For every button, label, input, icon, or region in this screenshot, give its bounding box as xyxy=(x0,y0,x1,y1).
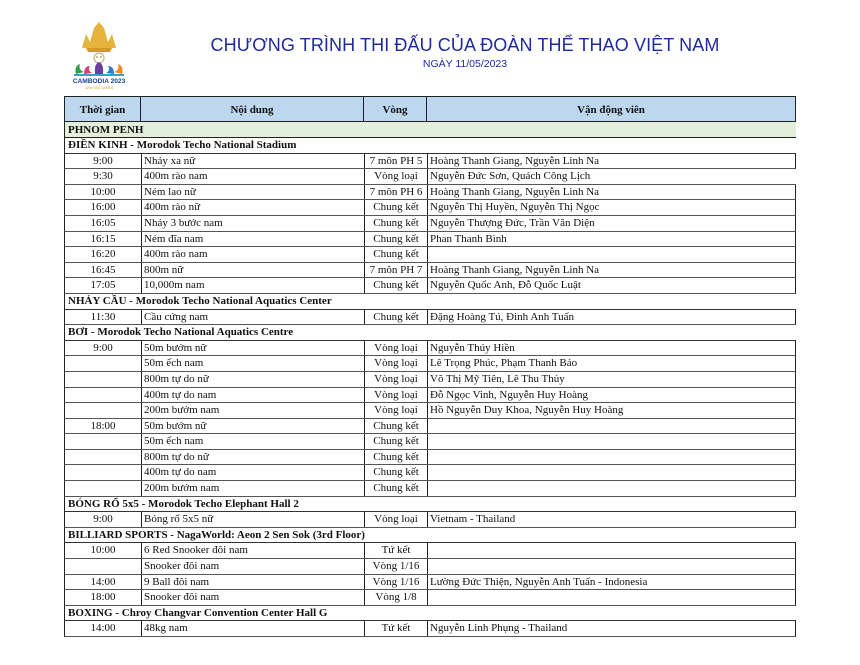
round-cell: Chung kết xyxy=(365,216,428,231)
athletes-cell xyxy=(428,434,795,449)
athletes-cell xyxy=(428,590,795,605)
athletes-cell: Lê Trọng Phúc, Phạm Thanh Bảo xyxy=(430,357,578,370)
event-cell: Snooker đôi nam xyxy=(142,559,365,574)
table-row xyxy=(64,388,796,404)
time-cell xyxy=(65,559,142,574)
time-cell xyxy=(65,388,142,403)
table-row xyxy=(64,512,796,528)
table-row xyxy=(64,185,796,201)
time-cell: 14:00 xyxy=(65,575,142,590)
athletes-cell: Hoàng Thanh Giang, Nguyễn Linh Na xyxy=(430,154,600,167)
table-row xyxy=(64,247,796,263)
time-cell xyxy=(65,450,142,465)
athletes-cell xyxy=(428,450,795,465)
event-cell: 400m rào nam xyxy=(142,169,365,184)
round-cell: Vòng 1/16 xyxy=(365,559,428,574)
section-header: ĐIỀN KINH - Morodok Techo National Stadium xyxy=(64,138,796,154)
round-cell: Chung kết xyxy=(365,310,428,325)
round-cell: Chung kết xyxy=(365,247,428,262)
time-cell: 9:00 xyxy=(65,154,142,169)
athletes-cell: Nguyễn Linh Phụng - Thailand xyxy=(430,622,568,635)
time-cell xyxy=(65,403,142,418)
table-row xyxy=(64,575,796,591)
event-cell: 50m ếch nam xyxy=(142,356,365,371)
time-cell: 10:00 xyxy=(65,185,142,200)
time-cell: 17:05 xyxy=(65,278,142,293)
time-cell: 18:00 xyxy=(65,590,142,605)
event-cell: 800m nữ xyxy=(142,263,365,278)
event-cell: 400m rào nữ xyxy=(142,200,365,215)
event-cell: Nhảy xa nữ xyxy=(142,154,365,169)
event-cell: 48kg nam xyxy=(142,621,365,636)
svg-text:CAMBODIA 2023: CAMBODIA 2023 xyxy=(72,78,126,85)
event-cell: 50m ếch nam xyxy=(142,434,365,449)
col-header-round: Vòng xyxy=(364,97,427,121)
schedule-table xyxy=(64,96,796,637)
round-cell: Vòng loại xyxy=(365,512,428,527)
event-cell: 9 Ball đôi nam xyxy=(142,575,365,590)
athletes-cell: Hoàng Thanh Giang, Nguyễn Linh Na xyxy=(430,263,600,276)
event-cell: 50m bướm nữ xyxy=(142,419,365,434)
round-cell: Vòng loại xyxy=(365,388,428,403)
round-cell: Vòng loại xyxy=(365,356,428,371)
round-cell: Chung kết xyxy=(365,200,428,215)
round-cell: Vòng loại xyxy=(365,403,428,418)
athletes-cell: Lường Đức Thiện, Nguyễn Anh Tuấn - Indonesia xyxy=(430,575,648,588)
table-row xyxy=(64,590,796,606)
event-cell: Ném đĩa nam xyxy=(142,232,365,247)
athletes-cell xyxy=(428,419,795,434)
col-header-time: Thời gian xyxy=(65,97,141,121)
table-row xyxy=(64,403,796,419)
table-row xyxy=(64,419,796,435)
section-header: BÓNG RỔ 5x5 - Morodok Techo Elephant Hall 2 xyxy=(64,497,796,513)
round-cell: Chung kết xyxy=(365,434,428,449)
round-cell: Vòng 1/16 xyxy=(365,575,428,590)
event-cell: Snooker đôi nam xyxy=(142,590,365,605)
event-cell: 200m bướm nam xyxy=(142,403,365,418)
time-cell xyxy=(65,356,142,371)
time-cell: 9:30 xyxy=(65,169,142,184)
event-cell: Cầu cứng nam xyxy=(142,310,365,325)
athletes-cell: Hồ Nguyễn Duy Khoa, Nguyễn Huy Hoàng xyxy=(430,404,624,417)
time-cell: 18:00 xyxy=(65,419,142,434)
time-cell: 16:45 xyxy=(65,263,142,278)
table-row xyxy=(64,450,796,466)
time-cell: 16:20 xyxy=(65,247,142,262)
table-row xyxy=(64,341,796,357)
athletes-cell xyxy=(428,465,795,480)
page-date: NGÀY 11/05/2023 xyxy=(422,58,508,70)
table-row xyxy=(64,263,796,279)
athletes-cell: Hoàng Thanh Giang, Nguyễn Linh Na xyxy=(430,185,600,198)
time-cell: 16:05 xyxy=(65,216,142,231)
event-cell: 50m bướm nữ xyxy=(142,341,365,356)
event-cell: 800m tự do nữ xyxy=(142,450,365,465)
table-body xyxy=(64,138,796,637)
table-row xyxy=(64,169,796,185)
table-header xyxy=(64,96,796,122)
section-header: BOXING - Chroy Changvar Convention Center Hall G xyxy=(64,606,796,622)
time-cell xyxy=(65,481,142,496)
event-cell: 200m bướm nam xyxy=(142,481,365,496)
round-cell: Chung kết xyxy=(365,481,428,496)
event-cell: 400m tự do nam xyxy=(142,465,365,480)
round-cell: 7 môn PH 5 xyxy=(365,154,428,169)
event-cell: Nhảy 3 bước nam xyxy=(142,216,365,231)
event-cell: 800m tự do nữ xyxy=(142,372,365,387)
time-cell: 16:15 xyxy=(65,232,142,247)
page-title: CHƯƠNG TRÌNH THI ĐẤU CỦA ĐOÀN THỂ THAO VIỆT NAM xyxy=(210,35,720,55)
event-cell: 6 Red Snooker đôi nam xyxy=(142,543,365,558)
section-header: NHẢY CẦU - Morodok Techo National Aquatics Center xyxy=(64,294,796,310)
round-cell: Chung kết xyxy=(365,419,428,434)
athletes-cell xyxy=(428,543,795,558)
table-row xyxy=(64,278,796,294)
table-row xyxy=(64,465,796,481)
athletes-cell: Nguyễn Quốc Anh, Đỗ Quốc Luật xyxy=(430,279,581,292)
table-row xyxy=(64,543,796,559)
time-cell xyxy=(65,465,142,480)
athletes-cell: Đặng Hoàng Tú, Đinh Anh Tuấn xyxy=(430,310,575,323)
athletes-cell: Phan Thanh Bình xyxy=(430,232,507,245)
athletes-cell: Võ Thị Mỹ Tiên, Lê Thu Thủy xyxy=(430,372,565,385)
table-row xyxy=(64,216,796,232)
round-cell: Chung kết xyxy=(365,232,428,247)
col-header-event: Nội dung xyxy=(141,97,364,121)
round-cell: Vòng 1/8 xyxy=(365,590,428,605)
athletes-cell xyxy=(428,559,795,574)
athletes-cell: Nguyễn Thượng Đức, Trần Văn Diện xyxy=(430,216,595,229)
round-cell: Vòng loại xyxy=(365,372,428,387)
athletes-cell: Nguyễn Thị Huyền, Nguyễn Thị Ngọc xyxy=(430,201,600,214)
event-cell: Bóng rổ 5x5 nữ xyxy=(142,512,365,527)
section-header: BILLIARD SPORTS - NagaWorld: Aeon 2 Sen Sok (3rd Floor) xyxy=(64,528,796,544)
round-cell: Vòng loại xyxy=(365,169,428,184)
sea-games-logo xyxy=(68,22,130,92)
round-cell: Tứ kết xyxy=(365,621,428,636)
table-row xyxy=(64,154,796,170)
event-cell: 400m rào nam xyxy=(142,247,365,262)
time-cell xyxy=(65,372,142,387)
round-cell: 7 môn PH 6 xyxy=(365,185,428,200)
round-cell: 7 môn PH 7 xyxy=(365,263,428,278)
table-row xyxy=(64,310,796,326)
svg-text:32nd SEA GAMES: 32nd SEA GAMES xyxy=(84,86,114,90)
event-cell: 400m tự do nam xyxy=(142,388,365,403)
athletes-cell xyxy=(428,247,795,262)
time-cell: 14:00 xyxy=(65,621,142,636)
table-row xyxy=(64,372,796,388)
time-cell xyxy=(65,434,142,449)
athletes-cell xyxy=(428,481,795,496)
athletes-cell: Nguyễn Đức Sơn, Quách Công Lịch xyxy=(430,170,591,183)
time-cell: 16:00 xyxy=(65,200,142,215)
section-header: BƠI - Morodok Techo National Aquatics Centre xyxy=(64,325,796,341)
round-cell: Chung kết xyxy=(365,450,428,465)
table-row xyxy=(64,356,796,372)
table-row xyxy=(64,621,796,637)
col-header-athletes: Vận động viên xyxy=(577,104,645,116)
table-row xyxy=(64,559,796,575)
time-cell: 11:30 xyxy=(65,310,142,325)
round-cell: Vòng loại xyxy=(365,341,428,356)
round-cell: Chung kết xyxy=(365,278,428,293)
athletes-cell: Đỗ Ngọc Vinh, Nguyễn Huy Hoàng xyxy=(430,388,589,401)
time-cell: 10:00 xyxy=(65,543,142,558)
table-row xyxy=(64,434,796,450)
time-cell: 9:00 xyxy=(65,341,142,356)
table-row xyxy=(64,200,796,216)
region-row: PHNOM PENH xyxy=(64,122,796,138)
athletes-cell: Nguyễn Thúy Hiền xyxy=(430,341,515,354)
round-cell: Tứ kết xyxy=(365,543,428,558)
event-cell: Ném lao nữ xyxy=(142,185,365,200)
table-row xyxy=(64,481,796,497)
event-cell: 10,000m nam xyxy=(142,278,365,293)
time-cell: 9:00 xyxy=(65,512,142,527)
athletes-cell: Vietnam - Thailand xyxy=(430,513,516,526)
table-row xyxy=(64,232,796,248)
round-cell: Chung kết xyxy=(365,465,428,480)
